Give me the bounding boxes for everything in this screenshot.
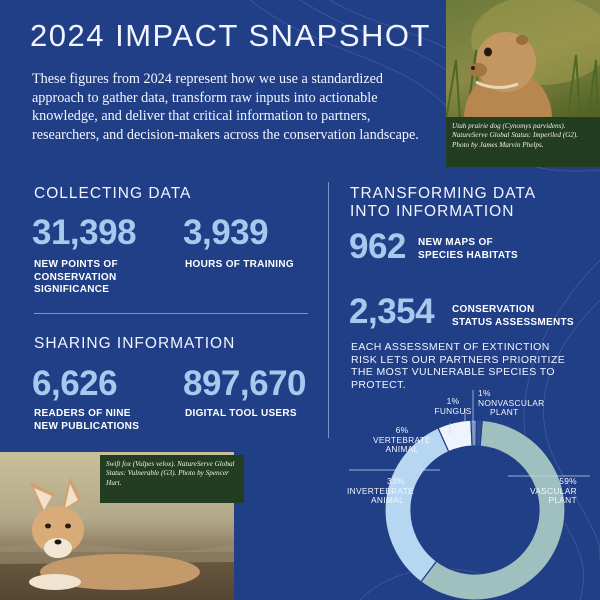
stat-value-maps: 962	[349, 227, 406, 266]
donut-label-fungus	[430, 397, 476, 416]
vertebrate-pct: 6%	[395, 425, 409, 435]
stat-label-tool-users: DIGITAL TOOL USERS	[185, 408, 297, 419]
transforming-heading-line1: TRANSFORMING DATA	[350, 185, 537, 202]
column-divider	[328, 182, 329, 438]
vascular-label-line2: PLANT	[548, 495, 577, 506]
vascular-label-line1: VASCULAR	[530, 485, 577, 496]
swift-fox-caption: Swift fox (Vulpes velox). NatureServe Global Status: Vulnerable (G3). Photo by Spencer Hurt.	[100, 455, 244, 503]
stat-value-readers: 6,626	[32, 364, 118, 403]
donut-label-vascular	[530, 477, 577, 506]
page-title: 2024 IMPACT SNAPSHOT	[30, 18, 431, 53]
transforming-data-heading	[350, 185, 536, 221]
invertebrate-pct: 33%	[387, 476, 405, 486]
nonvascular-label-line1: NONVASCULAR	[478, 397, 545, 408]
sharing-information-heading: SHARING INFORMATION	[34, 335, 236, 352]
stat-label-readers: READERS OF NINE NEW PUBLICATIONS	[34, 408, 140, 432]
stat-value-points: 31,398	[32, 213, 137, 252]
vascular-pct: 59%	[559, 476, 577, 486]
invertebrate-label-line1: INVERTEBRATE	[347, 485, 415, 496]
section-divider	[34, 313, 308, 314]
stat-label-training: HOURS OF TRAINING	[185, 259, 294, 270]
stat-value-tool-users: 897,670	[183, 364, 307, 403]
stat-value-assessments: 2,354	[349, 292, 435, 331]
fungus-label: FUNGUS	[434, 405, 472, 416]
stat-label-points: NEW POINTS OF CONSERVATION SIGNIFICANCE	[34, 259, 118, 295]
donut-label-invertebrate	[347, 477, 414, 506]
maps-label-line1: NEW MAPS OF	[418, 237, 493, 248]
collecting-data-heading: COLLECTING DATA	[34, 185, 192, 202]
nonvascular-label-line2: PLANT	[490, 407, 519, 418]
donut-label-nonvascular	[478, 389, 544, 418]
donut-label-vertebrate	[362, 426, 442, 455]
transforming-heading-line2: INTO INFORMATION	[350, 203, 515, 220]
assessment-description: EACH ASSESSMENT OF EXTINCTION RISK LETS OUR PARTNERS PRIORITIZE THE MOST VULNERABLE SPECIES TO PROTECT.	[351, 341, 566, 391]
intro-paragraph: These figures from 2024 represent how we use a standardized approach to gather data, transform raw inputs into actionable knowledge, and deliver that critical information to partners, researchers, and decision-makers across the conservation landscape.	[32, 71, 419, 143]
maps-label-line2: SPECIES HABITATS	[418, 249, 518, 261]
vertebrate-label-line2: ANIMAL	[385, 444, 419, 455]
stat-label-maps	[418, 237, 518, 262]
stat-value-training: 3,939	[183, 213, 269, 252]
stat-label-assessments	[452, 304, 574, 329]
vertebrate-label-line1: VERTEBRATE	[372, 434, 432, 445]
fungus-pct: 1%	[446, 396, 460, 406]
assessments-label-line2: STATUS ASSESSMENTS	[452, 316, 574, 328]
invertebrate-label-line2: ANIMAL	[371, 495, 404, 506]
assessments-label-line1: CONSERVATION	[452, 304, 535, 315]
prairie-dog-caption: Utah prairie dog (Cynomys parvidens). NatureServe Global Status: Imperiled (G2). Photo by James Marvin Phelps.	[446, 117, 600, 167]
nonvascular-pct: 1%	[478, 388, 491, 398]
